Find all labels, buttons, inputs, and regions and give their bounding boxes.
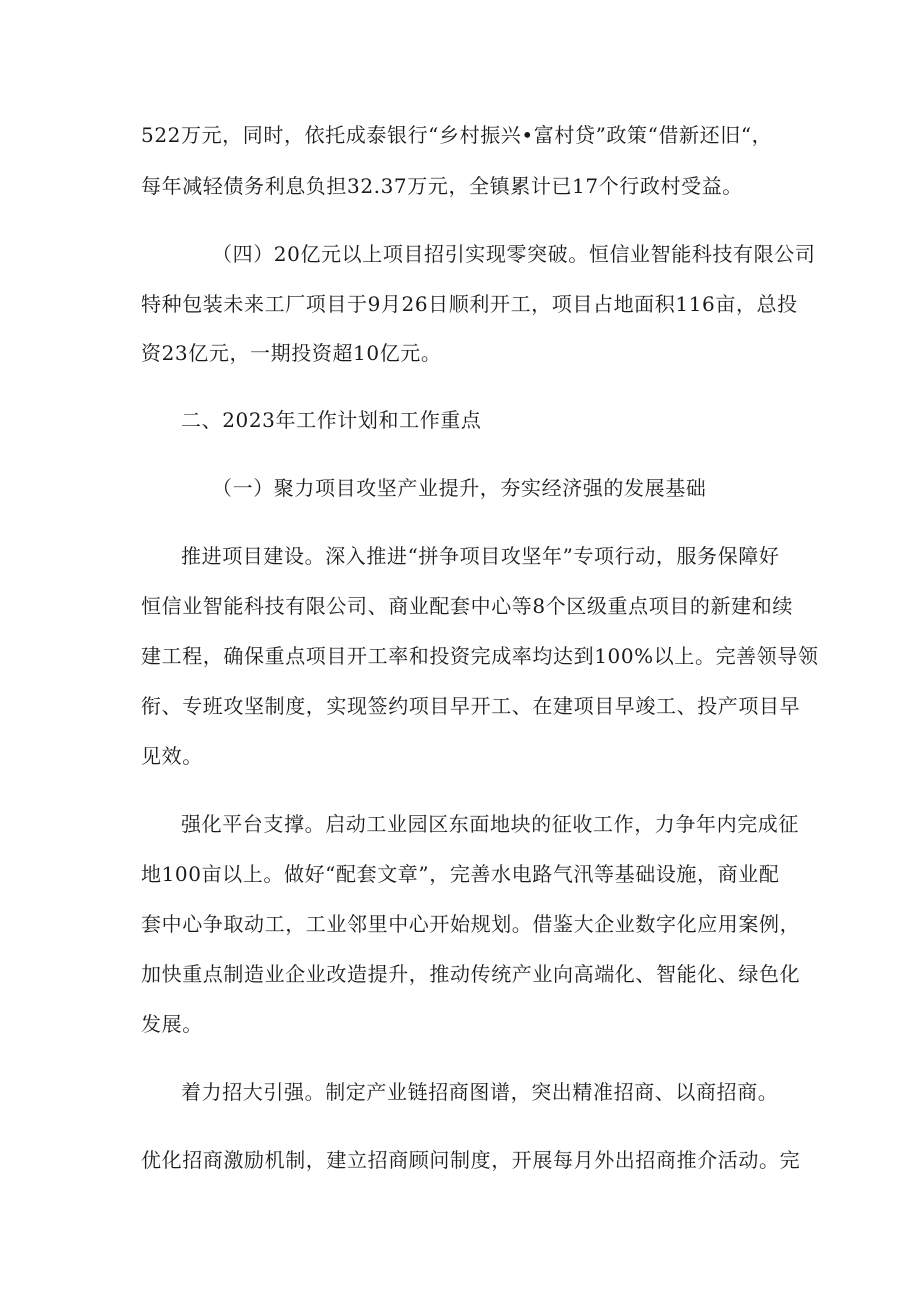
text-line: 特种包装未来工厂项目于9月26日顺利开工，项目占地面积116亩，总投 <box>141 292 798 316</box>
text-line: 每年减轻债务利息负担32.37万元，全镇累计已17个行政村受益。 <box>141 174 743 198</box>
text-line: 资23亿元，一期投资超10亿元。 <box>141 341 442 365</box>
paragraph-line: 推进项目建设。深入推进“拼争项目攻坚年”专项行动，服务保障好 <box>181 544 780 568</box>
chapter-heading: 二、2023年工作计划和工作重点 <box>181 408 482 432</box>
text-line: 恒信业智能科技有限公司、商业配套中心等8个区级重点项目的新建和续 <box>141 594 793 618</box>
subsection-heading: （一）聚力项目攻坚产业提升，夯实经济强的发展基础 <box>212 476 707 500</box>
paragraph-line: 着力招大引强。制定产业链招商图谱，突出精准招商、以商招商。 <box>181 1080 779 1104</box>
text-line: 优化招商激励机制，建立招商顾问制度，开展每月外出招商推介活动。完 <box>141 1148 801 1172</box>
paragraph-line: 强化平台支撑。启动工业园区东面地块的征收工作，力争年内完成征 <box>181 812 799 836</box>
text-line: 套中心争取动工，工业邻里中心开始规划。借鉴大企业数字化应用案例， <box>141 912 801 936</box>
text-line: 发展。 <box>141 1012 203 1036</box>
text-line: 522万元，同时，依托成泰银行“乡村振兴•富村贷”政策“借新还旧“， <box>141 123 773 147</box>
text-line: 衔、专班攻坚制度，实现签约项目早开工、在建项目早竣工、投产项目早 <box>141 694 801 718</box>
text-line: 加快重点制造业企业改造提升，推动传统产业向高端化、智能化、绿色化 <box>141 962 801 986</box>
text-line: 地100亩以上。做好“配套文章”，完善水电路气汛等基础设施，商业配 <box>141 862 780 886</box>
text-line: 建工程，确保重点项目开工率和投资完成率均达到100%以上。完善领导领 <box>141 644 819 668</box>
section-heading: （四）20亿元以上项目招引实现零突破。恒信业智能科技有限公司 <box>212 242 816 266</box>
text-line: 见效。 <box>141 744 203 768</box>
